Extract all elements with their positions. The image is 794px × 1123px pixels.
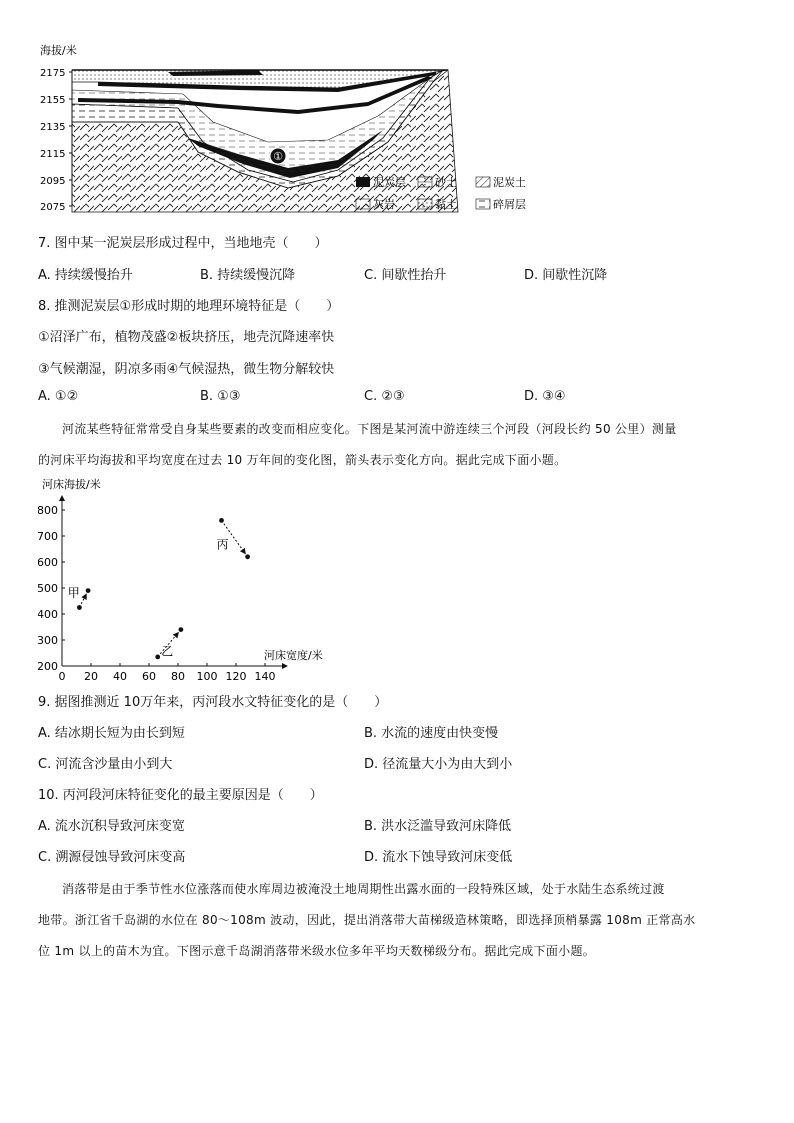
passage3-line2: 地带。浙江省千岛湖的水位在 80～108m 波动，因此，提出消落带大苗梯级造林策略，即选择顶梢暴露 108m 正常高水 (38, 913, 696, 927)
passage2-line1: 河流某些特征常常受自身某些要素的改变而相应变化。下图是某河流中游连续三个河段（河段长约 50 公里）测量 (62, 422, 677, 436)
y-tick-label: 200 (38, 660, 58, 673)
series-point (179, 627, 184, 632)
chart-xlabel: 河床宽度/米 (264, 649, 323, 662)
legend-swatch-debris (476, 199, 490, 209)
q7-option-c[interactable]: C. 间歇性抬升 (364, 268, 447, 283)
legend-label: 泥炭层 (373, 176, 406, 189)
legend-swatch-limestone (356, 199, 370, 209)
q8-statement-line: ①沼泽广布，植物茂盛②板块挤压，地壳沉降速率快 (38, 330, 335, 345)
q9-option-c[interactable]: C. 河流含沙量由小到大 (38, 757, 173, 772)
legend-swatch-peat (356, 177, 370, 187)
q10-stem: 10. 丙河段河床特征变化的最主要原因是（ ） (38, 788, 323, 803)
series-label: 乙 (161, 644, 174, 659)
series-point (77, 605, 82, 610)
q8-stem: 8. 推测泥炭层①形成时期的地理环境特征是（ ） (38, 299, 340, 314)
q9-stem: 9. 据图推测近 10万年来，丙河段水文特征变化的是（ ） (38, 695, 388, 710)
legend-label: 黏土 (435, 198, 457, 211)
series-point (155, 655, 160, 660)
q9-option-b[interactable]: B. 水流的速度由快变慢 (364, 726, 499, 741)
y-tick: 2095 (40, 176, 66, 187)
series-label: 丙 (216, 537, 229, 552)
series-point (245, 554, 250, 559)
passage3-line1: 消落带是由于季节性水位涨落而使水库周边被淹没土地周期性出露水面的一段特殊区域，处于水陆生态系统过渡 (62, 882, 665, 896)
geologic-section-svg (38, 42, 558, 217)
y-tick-label: 700 (38, 530, 58, 543)
x-tick-label: 80 (171, 670, 185, 683)
q10-option-d[interactable]: D. 流水下蚀导致河床变低 (364, 850, 513, 865)
q8-option-a[interactable]: A. ①② (38, 389, 79, 404)
legend-swatch-clay (418, 199, 432, 209)
legend-label: 灰岩 (373, 198, 395, 211)
q7-stem: 7. 图中某一泥炭层形成过程中，当地地壳（ ） (38, 236, 328, 251)
riverbed-chart (38, 474, 358, 684)
y-tick-label: 800 (38, 504, 58, 517)
q8-statement-line: ③气候潮湿，阴凉多雨④气候湿热，微生物分解较快 (38, 362, 335, 377)
x-tick-label: 0 (58, 670, 66, 683)
x-tick-label: 100 (196, 670, 218, 683)
q7-option-d[interactable]: D. 间歇性沉降 (524, 268, 608, 283)
y-ticks (40, 68, 72, 213)
y-axis-label: 海拔/米 (40, 44, 77, 57)
q7-option-b[interactable]: B. 持续缓慢沉降 (200, 268, 296, 283)
riverbed-chart-svg (38, 474, 358, 684)
q8-option-b[interactable]: B. ①③ (200, 389, 241, 404)
legend-label: 泥炭土 (493, 176, 526, 189)
legend-swatch-sand (418, 177, 432, 187)
legend-swatch-peat-soil (476, 177, 490, 187)
x-tick-label: 140 (254, 670, 276, 683)
peat-marker-label: ① (273, 150, 283, 163)
legend-label: 砂土 (435, 176, 457, 189)
y-tick: 2075 (40, 202, 66, 213)
y-tick: 2175 (40, 68, 66, 79)
series-point (219, 518, 224, 523)
q8-option-d[interactable]: D. ③④ (524, 389, 566, 404)
x-tick-label: 120 (225, 670, 247, 683)
x-tick-label: 20 (84, 670, 98, 683)
q9-option-d[interactable]: D. 径流量大小为由大到小 (364, 757, 513, 772)
y-tick: 2115 (40, 149, 66, 160)
x-tick-label: 60 (142, 670, 156, 683)
chart-ylabel: 河床海拔/米 (42, 478, 101, 491)
y-tick-label: 300 (38, 634, 58, 647)
legend-label: 碎屑层 (493, 198, 526, 211)
q7-option-a[interactable]: A. 持续缓慢抬升 (38, 268, 133, 283)
series-point (86, 588, 91, 593)
q9-option-a[interactable]: A. 结冰期长短为由长到短 (38, 726, 185, 741)
geologic-section-figure (38, 42, 558, 217)
passage3-line3: 位 1m 以上的苗木为宜。下图示意千岛湖消落带米级水位多年平均天数梯级分布。据此完成下面小题。 (38, 944, 596, 958)
q10-option-c[interactable]: C. 溯源侵蚀导致河床变高 (38, 850, 186, 865)
passage2-line2: 的河床平均海拔和平均宽度在过去 10 万年间的变化图，箭头表示变化方向。据此完成下面小题。 (38, 453, 567, 467)
y-tick-label: 400 (38, 608, 58, 621)
q10-option-a[interactable]: A. 流水沉积导致河床变宽 (38, 819, 185, 834)
y-tick: 2155 (40, 95, 66, 106)
series-label: 甲 (67, 586, 80, 601)
q10-option-b[interactable]: B. 洪水泛滥导致河床降低 (364, 819, 512, 834)
y-tick-label: 500 (38, 582, 58, 595)
series-arrow (81, 594, 86, 604)
y-tick: 2135 (40, 122, 66, 133)
x-tick-label: 40 (113, 670, 127, 683)
q8-option-c[interactable]: C. ②③ (364, 389, 405, 404)
y-tick-label: 600 (38, 556, 58, 569)
